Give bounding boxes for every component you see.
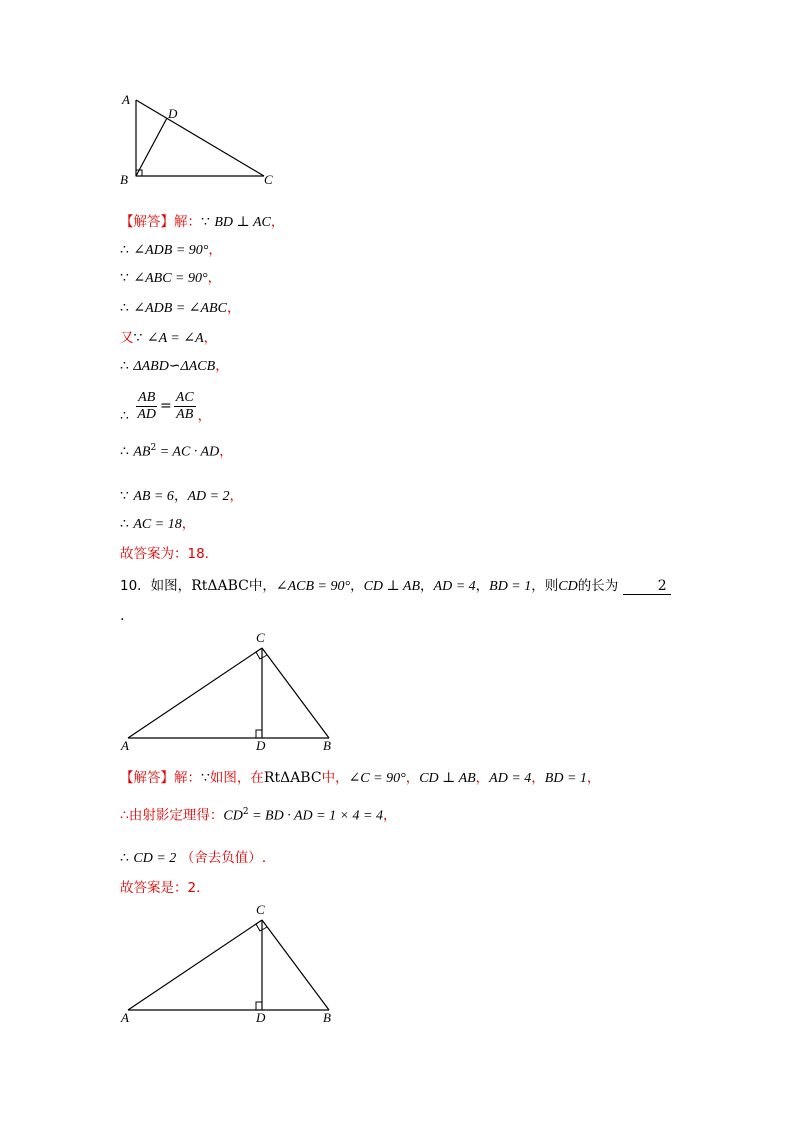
- label-d: D: [256, 738, 266, 753]
- jie-label: 解：: [174, 214, 201, 230]
- separator: ，: [420, 578, 434, 594]
- rt-triangle: RtΔABC: [191, 578, 249, 594]
- figure-triangle-abc-2: [115, 628, 345, 754]
- right-angle-mark-d: [256, 1002, 262, 1010]
- comma: ，: [382, 807, 397, 824]
- math-expr: AC = 18: [133, 517, 182, 532]
- answer-tag: 【解答】: [120, 214, 174, 230]
- math-expr: ΔABD∽ΔACB: [133, 359, 216, 374]
- because-symbol: ∵: [120, 270, 129, 286]
- therefore-symbol: ∴: [120, 807, 129, 824]
- denominator: AB: [176, 406, 194, 422]
- label-a: A: [121, 1010, 129, 1025]
- math-expr: BD = 1: [544, 771, 587, 786]
- sol9-answer: 故答案为：18.: [120, 546, 209, 562]
- segment-ac: [128, 920, 262, 1010]
- therefore-symbol: ∴: [120, 300, 129, 316]
- question-10-period: .: [120, 608, 125, 624]
- answer-blank: 2: [623, 578, 671, 595]
- math-expr: AD = 4: [433, 579, 476, 594]
- sol10-line3: [120, 846, 266, 870]
- math-expr: ∠ADB = 90°: [133, 243, 209, 258]
- text: 的长为: [577, 578, 619, 594]
- label-b: B: [323, 1010, 331, 1025]
- math-expr: CD ⊥ AB: [363, 579, 421, 594]
- comma: ，: [203, 330, 218, 346]
- comma: ，: [226, 300, 241, 316]
- equals: =: [160, 398, 172, 414]
- segment-bc: [262, 920, 329, 1010]
- separator: ，: [350, 578, 364, 594]
- denominator: AD: [137, 406, 157, 422]
- figure-triangle-abc-3: [115, 896, 345, 1026]
- math-expr-a: AB: [133, 444, 151, 460]
- fraction-ac-ab: [174, 390, 196, 423]
- sol9-line7: [120, 386, 211, 426]
- sol9-line10: [120, 512, 195, 536]
- math-expr: BD = 1: [489, 579, 532, 594]
- separator: ，: [475, 770, 490, 786]
- therefore-symbol: ∴: [120, 443, 129, 460]
- therefore-symbol: ∴: [120, 408, 129, 424]
- comma: ，: [208, 242, 222, 258]
- comma: ，: [207, 270, 222, 286]
- sol10-answer: 故答案是：2.: [120, 880, 201, 896]
- label-b: B: [323, 738, 331, 753]
- math-expr: CD: [558, 579, 578, 594]
- math-expr: ∠A = ∠A: [146, 331, 204, 346]
- period: .: [261, 850, 267, 866]
- sol9-line2: [120, 238, 222, 262]
- because-symbol: ∵: [201, 214, 210, 230]
- text: ，则: [531, 578, 559, 594]
- math-expr: ∠ADB = ∠ABC: [133, 301, 227, 316]
- math-expr-b: = BD · AD = 1 × 4 = 4: [248, 808, 383, 824]
- fraction-ab-ad: [135, 390, 158, 423]
- math-expr: AD = 4: [489, 771, 532, 786]
- label-c: C: [256, 902, 265, 917]
- answer-tag: 【解答】: [120, 770, 174, 786]
- math-expr: CD ⊥ AB: [419, 771, 476, 786]
- note: （舍去负值）: [180, 850, 262, 866]
- separator: ，: [173, 488, 188, 504]
- sol9-line9: [120, 484, 243, 508]
- therefore-symbol: ∴: [120, 242, 129, 258]
- comma: ，: [181, 516, 196, 532]
- segment-ac: [128, 648, 262, 738]
- segment-ac: [136, 100, 264, 176]
- comma: ，: [197, 408, 212, 424]
- segment-bd: [136, 118, 167, 176]
- question-10: [120, 574, 671, 598]
- label-a: A: [121, 738, 129, 753]
- math-expr: AD = 2: [187, 489, 230, 504]
- separator: ，: [531, 770, 545, 786]
- because-symbol: ∵: [120, 488, 129, 504]
- superscript: 2: [150, 443, 157, 453]
- question-number: 10．如图，: [120, 578, 192, 594]
- sol9-line3: [120, 266, 221, 290]
- math-expr-b: = AC · AD: [156, 444, 220, 460]
- sol9-line1: [120, 210, 284, 234]
- math-expr: ∠C = 90°: [348, 771, 406, 786]
- math-expr: BD ⊥ AC: [214, 215, 271, 230]
- separator: ，: [475, 578, 490, 594]
- superscript: 2: [242, 807, 249, 817]
- text: 由射影定理得：: [128, 807, 224, 824]
- text: 中，: [248, 578, 276, 594]
- therefore-symbol: ∴: [120, 358, 129, 374]
- text: 中，: [321, 770, 349, 786]
- sol9-line6: [120, 354, 229, 378]
- math-expr: ∠ABC = 90°: [133, 271, 208, 286]
- separator: ，: [405, 770, 420, 786]
- therefore-symbol: ∴: [120, 516, 129, 532]
- label-c: C: [264, 172, 273, 187]
- rt-triangle: RtΔABC: [263, 770, 322, 786]
- math-expr-a: CD: [223, 808, 243, 824]
- label-b: B: [120, 172, 128, 187]
- comma: ，: [229, 488, 244, 504]
- sol9-line8: [120, 436, 233, 460]
- therefore-symbol: ∴: [120, 850, 129, 866]
- because-symbol: ∵: [201, 770, 210, 786]
- label-d: D: [168, 106, 178, 121]
- segment-bc: [262, 648, 329, 738]
- you-word: 又: [120, 330, 134, 346]
- comma: ，: [219, 443, 233, 460]
- sol9-line4: [120, 296, 240, 320]
- numerator: AC: [175, 389, 194, 405]
- jie-label: 解：: [174, 770, 201, 786]
- label-a: A: [122, 92, 130, 107]
- math-expr: CD = 2: [133, 851, 177, 866]
- label-c: C: [256, 630, 265, 645]
- because-symbol: ∵: [133, 330, 143, 346]
- sol10-line1: [120, 766, 600, 790]
- text: 如图，在: [209, 770, 264, 786]
- right-angle-mark-d: [256, 730, 262, 738]
- numerator: AB: [138, 389, 156, 405]
- figure-triangle-abc-1: [110, 88, 290, 192]
- math-expr: AB = 6: [133, 489, 174, 504]
- sol9-line5: [120, 326, 217, 350]
- label-d: D: [256, 1010, 266, 1025]
- comma: ，: [270, 214, 285, 230]
- separator: ，: [586, 770, 601, 786]
- sol10-line2: [120, 800, 396, 824]
- comma: ，: [215, 358, 229, 374]
- math-expr: ∠ACB = 90°: [275, 579, 351, 594]
